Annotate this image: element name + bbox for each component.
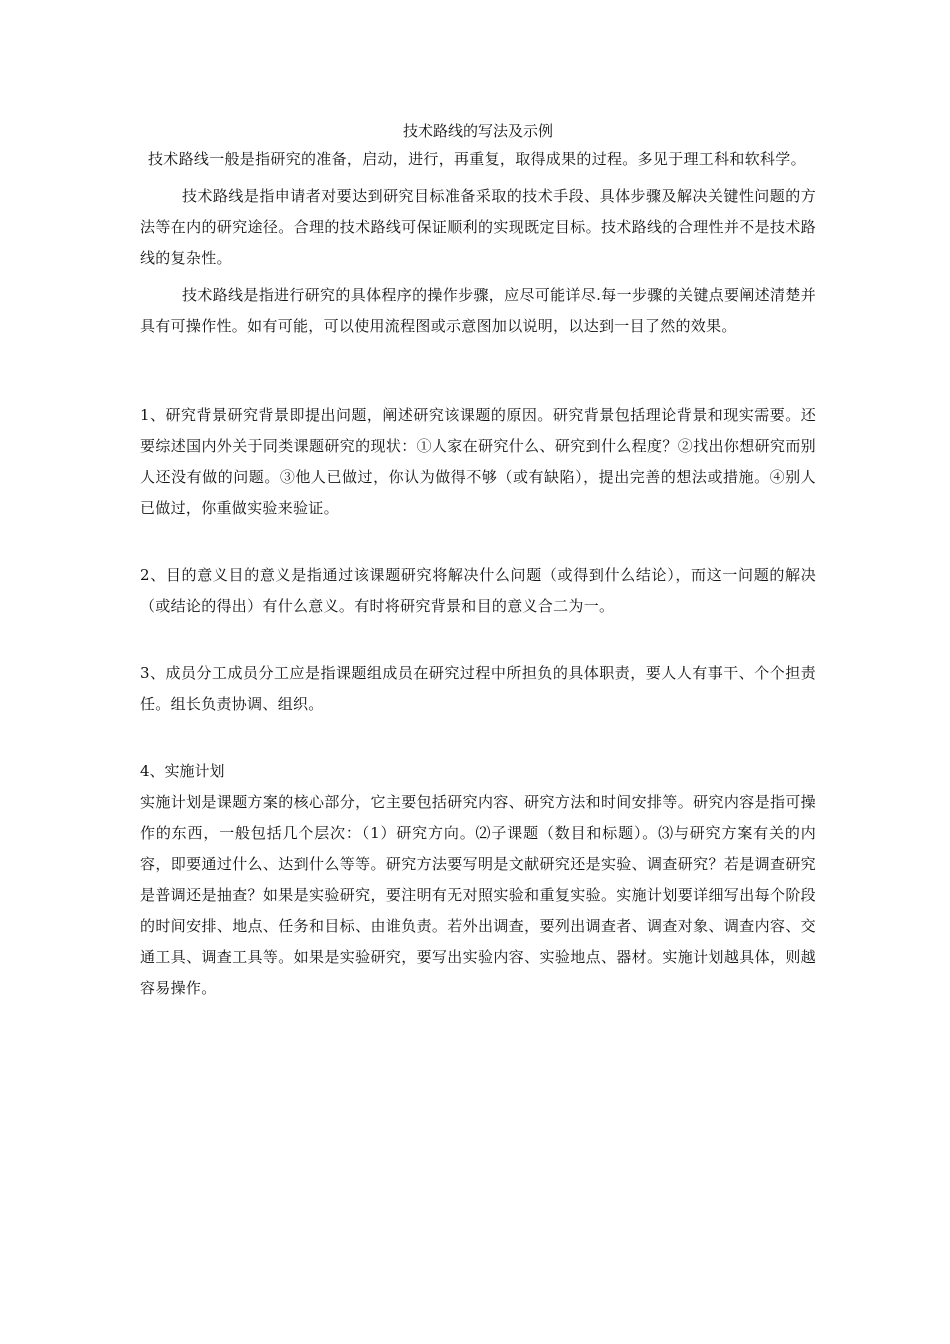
intro-paragraph-1: 技术路线一般是指研究的准备，启动，进行，再重复，取得成果的过程。多见于理工科和软科学。 — [148, 150, 806, 168]
intro-paragraph-3: 技术路线是指进行研究的具体程序的操作步骤，应尽可能详尽.每一步骤的关键点要阐述清楚并具有可操作性。如有可能，可以使用流程图或示意图加以说明，以达到一目了然的效果。 — [140, 286, 816, 335]
spacer — [140, 342, 816, 400]
section-1-paragraph: 1、研究背景研究背景即提出问题，阐述研究该课题的原因。研究背景包括理论背景和现实需要。还要综述国内外关于同类课题研究的现状：①人家在研究什么、研究到什么程度？②找出你想研究而别人还没有做的问题。③他人已做过，你认为做得不够（或有缺陷），提出完善的想法或措施。④别人已做过，你重做实验来验证。 — [140, 406, 816, 517]
document-title: 技术路线的写法及示例 — [402, 122, 553, 140]
section-3-paragraph: 3、成员分工成员分工应是指课题组成员在研究过程中所担负的具体职责，要人人有事干、个个担责任。组长负责协调、组织。 — [140, 664, 816, 713]
intro-paragraph-2: 技术路线是指申请者对要达到研究目标准备采取的技术手段、具体步骤及解决关键性问题的方法等在内的研究途径。合理的技术路线可保证顺利的实现既定目标。技术路线的合理性并不是技术路线的复杂性。 — [140, 187, 816, 267]
spacer — [140, 524, 816, 560]
spacer — [140, 622, 816, 658]
spacer — [140, 720, 816, 756]
section-4-paragraph: 实施计划是课题方案的核心部分，它主要包括研究内容、研究方法和时间安排等。研究内容是指可操作的东西，一般包括几个层次：（1）研究方向。⑵子课题（数目和标题）。⑶与研究方案有关的内容，即要通过什么、达到什么等等。研究方法要写明是文献研究还是实验、调查研究？若是调查研究是普调还是抽查？如果是实验研究，要注明有无对照实验和重复实验。实施计划要详细写出每个阶段的时间安排、地点、任务和目标、由谁负责。若外出调查，要列出调查者、调查对象、调查内容、交通工具、调查工具等。如果是实验研究，要写出实验内容、实验地点、器材。实施计划越具体，则越容易操作。 — [140, 793, 816, 997]
document-body — [140, 118, 816, 1004]
section-2-paragraph: 2、目的意义目的意义是指通过该课题研究将解决什么问题（或得到什么结论），而这一问题的解决（或结论的得出）有什么意义。有时将研究背景和目的意义合二为一。 — [140, 566, 816, 615]
section-4-heading: 4、实施计划 — [140, 762, 225, 780]
